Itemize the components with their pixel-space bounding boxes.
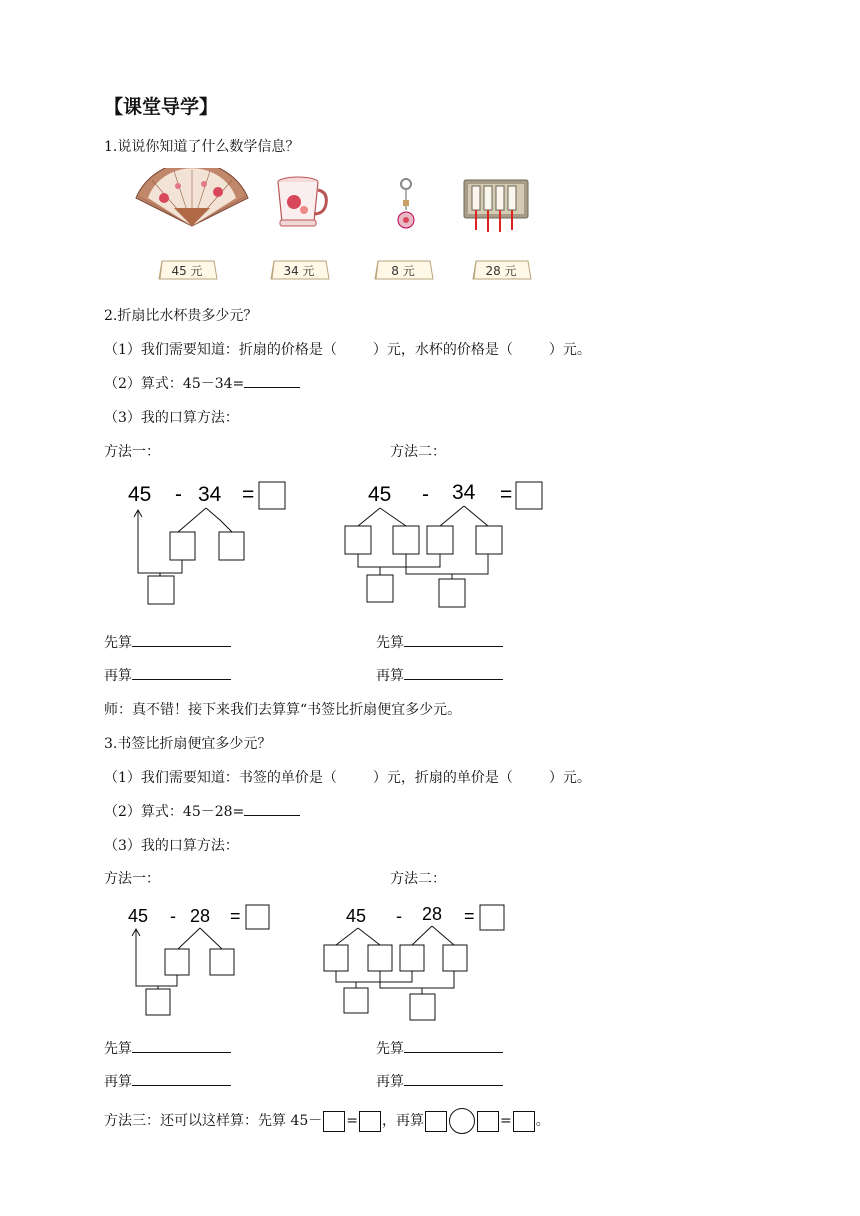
q2-step-2 [104, 373, 300, 393]
num-45: 45 [346, 906, 367, 926]
then-label: 再算 [104, 1074, 132, 1090]
question-2: 2.折扇比水杯贵多少元？ [104, 308, 258, 324]
first-blank[interactable] [404, 1038, 503, 1053]
method-3-then: ，再算 [382, 1113, 424, 1129]
split-box[interactable] [427, 526, 453, 554]
q3-step-2 [104, 801, 300, 821]
minus-sign: - [422, 483, 429, 506]
num-28: 28 [422, 904, 443, 924]
result-box[interactable] [146, 989, 170, 1015]
split-box[interactable] [219, 532, 244, 560]
minus-sign: - [396, 906, 402, 926]
q2-step-1 [104, 339, 591, 359]
blank-box[interactable] [477, 1111, 499, 1132]
keychain-icon [392, 176, 420, 236]
equals-sign: = [346, 1113, 358, 1129]
q3-step-1 [104, 767, 591, 787]
minus-sign: - [170, 906, 176, 926]
q3-step-3: （3）我的口算方法： [104, 838, 239, 854]
first-label: 先算 [104, 1041, 132, 1057]
q2-step-1-part-c: ）元。 [548, 342, 591, 358]
then-blank[interactable] [404, 1071, 503, 1086]
page-title: 【课堂导学】 [104, 96, 219, 118]
first-blank[interactable] [132, 1038, 231, 1053]
folding-fan-icon [134, 168, 250, 230]
q3-m2-first [376, 1038, 503, 1058]
split-box[interactable] [400, 945, 424, 971]
price-label: 8 元 [391, 264, 415, 278]
split-box[interactable] [170, 532, 195, 560]
first-blank[interactable] [404, 632, 503, 647]
split-box[interactable] [210, 949, 234, 975]
split-box[interactable] [368, 945, 392, 971]
answer-box[interactable] [516, 482, 542, 509]
then-blank[interactable] [132, 1071, 231, 1086]
teacher-remark: 师：真不错！接下来我们去算算“书签比折扇便宜多少元。 [104, 702, 462, 718]
q2-step-3: （3）我的口算方法： [104, 410, 239, 426]
first-label: 先算 [376, 635, 404, 651]
blank-box[interactable] [359, 1111, 381, 1132]
blank-box[interactable] [425, 1111, 447, 1132]
q3-m1-then [104, 1071, 231, 1091]
then-blank[interactable] [404, 665, 503, 680]
result-box[interactable] [344, 988, 368, 1013]
split-box[interactable] [443, 945, 467, 971]
num-34: 34 [452, 481, 476, 504]
then-blank[interactable] [132, 665, 231, 680]
q3-formula: （2）算式：45－28= [104, 804, 245, 820]
result-box[interactable] [439, 579, 465, 607]
q2-step-1-part-a: （1）我们需要知道：折扇的价格是（ [104, 342, 337, 358]
q3-method-2-diagram [318, 900, 514, 1026]
first-blank[interactable] [132, 632, 231, 647]
price-label: 28 元 [485, 264, 517, 278]
result-box[interactable] [148, 576, 174, 604]
price-tag-keychain [374, 260, 434, 280]
split-box[interactable] [345, 526, 371, 554]
q3-step-1-part-c: ）元。 [548, 770, 591, 786]
operator-circle[interactable] [449, 1108, 475, 1134]
split-box[interactable] [324, 945, 348, 971]
price-label: 34 元 [283, 264, 315, 278]
result-box[interactable] [410, 994, 435, 1020]
q3-method-1-diagram [120, 900, 290, 1020]
q2-m2-then [376, 665, 503, 685]
period: 。 [535, 1113, 550, 1129]
blank-box[interactable] [323, 1111, 345, 1132]
price-tag-cup [270, 260, 330, 280]
blank-box[interactable] [513, 1111, 535, 1132]
split-box[interactable] [165, 949, 189, 975]
num-45: 45 [128, 483, 152, 506]
split-box[interactable] [476, 526, 502, 554]
equals-sign: = [500, 1113, 512, 1129]
first-label: 先算 [376, 1041, 404, 1057]
equals-sign: = [500, 483, 513, 506]
q3-m1-first [104, 1038, 231, 1058]
minus-sign: - [175, 483, 182, 506]
q2-answer-blank[interactable] [244, 373, 300, 388]
teacup-icon [272, 174, 328, 230]
result-box[interactable] [367, 575, 393, 602]
answer-box[interactable] [480, 905, 504, 930]
method-3-lead: 方法三：还可以这样算：先算 45－ [104, 1113, 323, 1129]
q2-step-1-part-b: ）元，水杯的价格是（ [372, 342, 513, 358]
q3-step-1-part-a: （1）我们需要知道：书签的单价是（ [104, 770, 337, 786]
price-label: 45 元 [171, 264, 203, 278]
q2-m1-then [104, 665, 231, 685]
q2-m1-first [104, 632, 231, 652]
then-label: 再算 [104, 668, 132, 684]
equals-sign: = [464, 906, 475, 926]
price-tag-fan [158, 260, 218, 280]
bookmark-set-icon [462, 176, 532, 236]
q3-method-1-label: 方法一： [104, 871, 160, 887]
q3-answer-blank[interactable] [244, 801, 300, 816]
q2-method-2-label: 方法二： [390, 444, 446, 460]
q2-method-2-diagram [336, 475, 556, 611]
q3-method-3 [104, 1108, 550, 1134]
q3-step-1-part-b: ）元，折扇的单价是（ [372, 770, 513, 786]
num-28: 28 [190, 906, 211, 926]
q2-method-1-label: 方法一： [104, 444, 160, 460]
num-34: 34 [198, 483, 222, 506]
equals-sign: = [242, 483, 255, 506]
num-45: 45 [368, 483, 392, 506]
q3-method-2-label: 方法二： [390, 871, 446, 887]
question-1: 1.说说你知道了什么数学信息？ [104, 139, 300, 155]
q3-m2-then [376, 1071, 503, 1091]
question-3: 3.书签比折扇便宜多少元？ [104, 736, 272, 752]
q2-m2-first [376, 632, 503, 652]
answer-box[interactable] [259, 482, 285, 509]
q2-method-1-diagram [120, 475, 300, 611]
then-label: 再算 [376, 668, 404, 684]
then-label: 再算 [376, 1074, 404, 1090]
first-label: 先算 [104, 635, 132, 651]
split-box[interactable] [393, 526, 419, 554]
answer-box[interactable] [246, 905, 269, 929]
equals-sign: = [230, 906, 241, 926]
q2-formula: （2）算式：45－34= [104, 376, 245, 392]
num-45: 45 [128, 906, 149, 926]
price-tag-bookmark [472, 260, 532, 280]
